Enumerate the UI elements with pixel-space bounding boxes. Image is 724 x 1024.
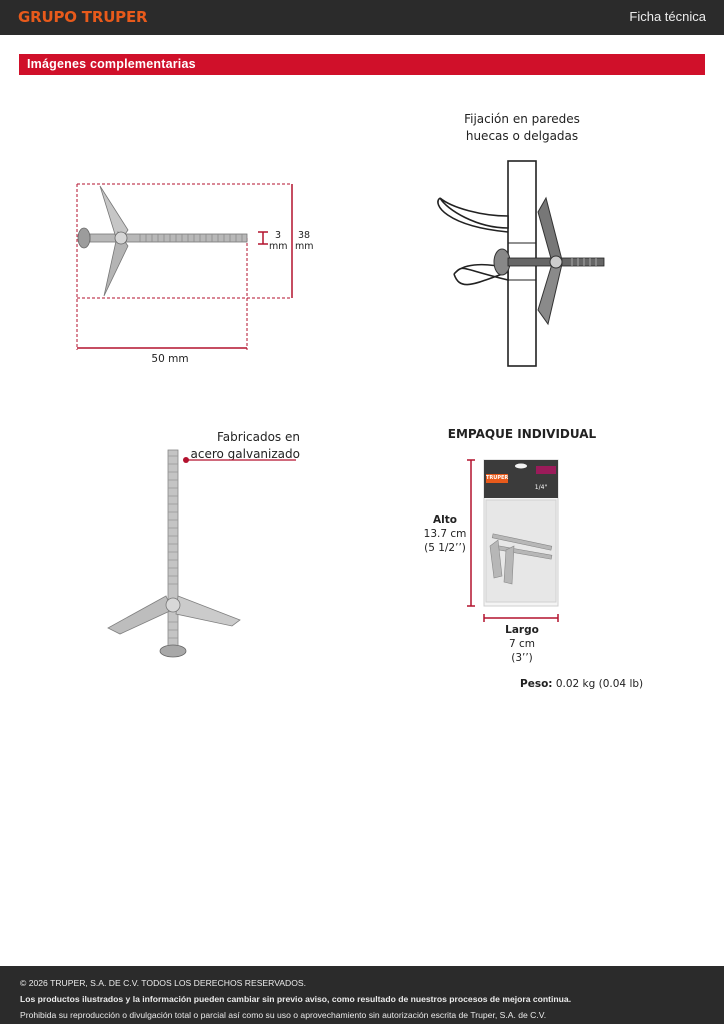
installation-caption-line2: huecas o delgadas xyxy=(465,129,579,143)
document-type-label: Ficha técnica xyxy=(629,9,706,24)
height-dimension-label xyxy=(295,230,313,252)
material-caption-line2: acero galvanizado xyxy=(190,447,300,461)
product-weight xyxy=(520,678,643,690)
galvanized-bolt-illustration xyxy=(0,400,362,700)
packaging-title: EMPAQUE INDIVIDUAL xyxy=(447,427,597,441)
height-value: 38 xyxy=(297,230,311,241)
section-title: Imágenes complementarias xyxy=(27,57,196,71)
toggle-bolt-dimensions-illustration xyxy=(0,0,362,400)
copyright-text: © 2026 TRUPER, S.A. DE C.V. TODOS LOS DERECHOS RESERVADOS. xyxy=(20,978,307,988)
thread-value: 3 xyxy=(274,230,282,241)
card-size-text: 1/4" xyxy=(534,484,548,491)
height-unit: mm xyxy=(295,241,314,252)
installation-caption-line1: Fijación en paredes xyxy=(464,112,580,126)
largo-imperial: (3’’) xyxy=(511,652,533,664)
disclaimer-text: Los productos ilustrados y la información pueden cambiar sin previo aviso, como resultado de nuestros procesos de mejora continua. xyxy=(20,994,572,1004)
package-height-label xyxy=(420,513,470,555)
hollow-wall-illustration xyxy=(362,0,724,400)
alto-label: Alto xyxy=(433,514,457,526)
reproduction-notice: Prohibida su reproducción o divulgación total o parcial así como su uso o aprovechamiento sin autorización escrita de Truper, S.A. de C.V. xyxy=(20,1010,547,1020)
alto-imperial: (5 1/2’’) xyxy=(424,542,466,554)
dimension-drawing xyxy=(0,0,362,400)
material-panel xyxy=(0,400,362,700)
card-brand-text: TRUPER xyxy=(486,475,509,481)
installation-diagram xyxy=(362,0,724,400)
largo-label: Largo xyxy=(505,624,539,636)
packaging-panel xyxy=(362,400,724,700)
largo-metric: 7 cm xyxy=(508,638,536,650)
truper-logo: GRUPO TRUPER xyxy=(18,8,148,26)
weight-label: Peso: xyxy=(520,678,553,690)
package-length-label xyxy=(497,623,547,665)
weight-value: 0.02 kg (0.04 lb) xyxy=(555,678,644,690)
material-caption-line1: Fabricados en xyxy=(216,430,300,444)
footer-bar xyxy=(0,966,724,1024)
alto-metric: 13.7 cm xyxy=(423,528,467,540)
thread-dimension-label xyxy=(269,230,287,252)
length-dimension-label: 50 mm xyxy=(151,353,189,365)
thread-unit: mm xyxy=(269,241,288,252)
